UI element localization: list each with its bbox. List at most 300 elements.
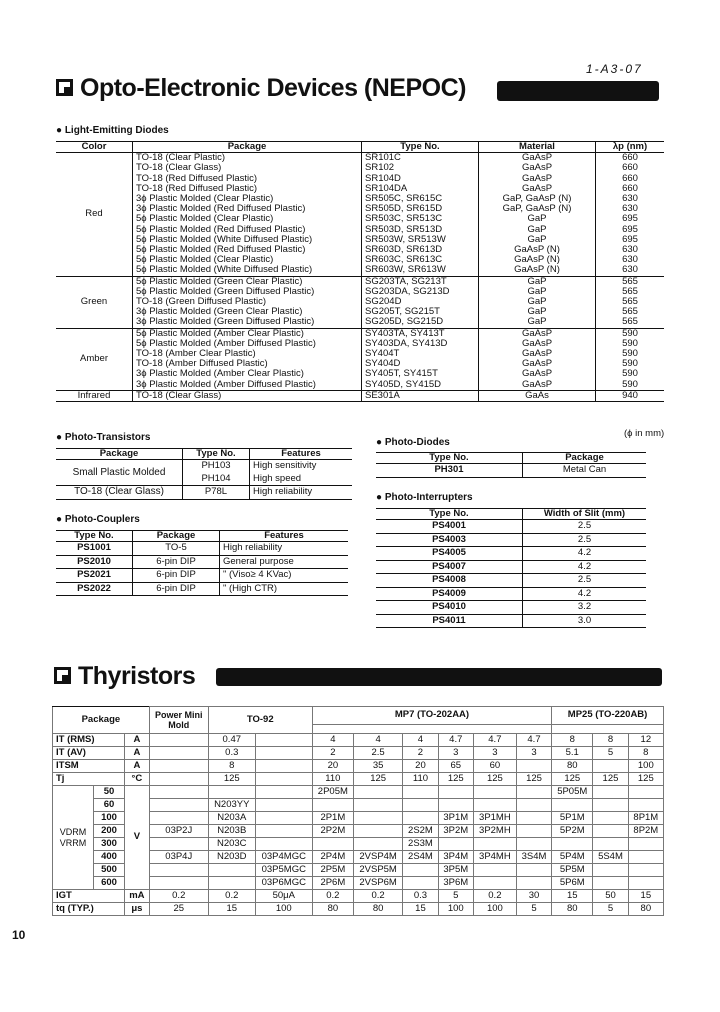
thy-cell [628,864,663,877]
pc-row [56,555,348,569]
pt-col-type: Type No. [183,449,250,460]
thy-cell [312,799,353,812]
thy-cell [149,864,208,877]
thy-cell: 8 [593,734,628,747]
pt-col-package: Package [56,449,183,460]
thy-cell: 3P1M [438,812,473,825]
led-package: TO-18 (Red Diffused Plastic) [133,174,362,184]
thy-param: IT (AV) [53,747,125,760]
pi-type: PS4001 [376,520,523,534]
thy-cell: 50μA [255,890,312,903]
pc-col-package: Package [133,531,220,542]
thy-unit: μs [125,903,150,916]
thy-cell: 125 [516,773,551,786]
photocoupler-table [56,530,348,596]
thy-cell: 125 [353,773,402,786]
thy-unit: A [125,760,150,773]
thyristor-table [52,706,664,916]
led-type: SR603D, SR613D [362,245,479,255]
thy-cell: 110 [403,773,438,786]
thy-cell [255,799,312,812]
pi-row [376,587,646,601]
thy-cell [255,773,312,786]
thy-cell [438,838,473,851]
thy-cell: 5.1 [552,747,593,760]
thy-cell: 4.7 [473,734,516,747]
phototransistor-table [56,448,352,500]
thy-cell: N203A [208,812,255,825]
thy-cell: 2P4M [312,851,353,864]
thy-cell [353,799,402,812]
thy-cell [255,812,312,825]
thy-cell: 2 [403,747,438,760]
thy-cell [593,799,628,812]
led-type: SE301A [362,390,479,401]
led-material: GaAs [479,390,596,401]
thy-cell [593,877,628,890]
thy-cell [149,773,208,786]
thy-cell: 8P2M [628,825,663,838]
pc-type: PS1001 [56,542,133,556]
led-wavelength: 660 [596,153,665,164]
thy-cell: 0.47 [208,734,255,747]
pc-features: " (Viso≥ 4 KVac) [220,569,349,583]
pi-row [376,574,646,588]
led-type: SR603W, SR613W [362,265,479,276]
pi-width: 3.2 [523,601,647,615]
vdrm-label: VDRM [59,826,87,837]
thy-cell [516,877,551,890]
thy-cell: 100 [255,903,312,916]
led-package: 5ϕ Plastic Molded (Red Diffused Plastic) [133,245,362,255]
thy-cell: 03P5MGC [255,864,312,877]
led-package: TO-18 (Green Diffused Plastic) [133,297,362,307]
led-table [56,141,664,402]
thy-cell: 2P05M [312,786,353,799]
led-wavelength: 565 [596,276,665,287]
led-material: GaP [479,214,596,224]
thy-cell [628,799,663,812]
thy-cell: 125 [208,773,255,786]
thyristors-title: Thyristors [78,662,196,690]
thy-cell: 60 [473,760,516,773]
pi-width: 4.2 [523,587,647,601]
thy-cell: 100 [438,903,473,916]
led-label: ● Light-Emitting Diodes [56,125,169,136]
phototransistor-label: ● Photo-Transistors [56,432,151,443]
thy-cell [255,747,312,760]
led-package: TO-18 (Amber Diffused Plastic) [133,359,362,369]
led-wavelength: 590 [596,380,665,391]
thy-cell: 5P2M [552,825,593,838]
col-material: Material [479,142,596,153]
pi-width: 2.5 [523,574,647,588]
thy-cell: 4 [353,734,402,747]
thy-cell: 125 [473,773,516,786]
pi-type: PS4009 [376,587,523,601]
thy-cell [593,812,628,825]
led-type: SR503C, SR513C [362,214,479,224]
led-wavelength: 630 [596,245,665,255]
pc-col-features: Features [220,531,349,542]
led-package: 3ϕ Plastic Molded (Green Diffused Plastic) [133,317,362,328]
pi-type: PS4011 [376,614,523,628]
thy-voltage: 200 [94,825,125,838]
pi-width: 2.5 [523,520,647,534]
led-type: SR104DA [362,184,479,194]
led-material: GaAsP (N) [479,265,596,276]
pi-row [376,614,646,628]
thy-cell: 2P5M [312,864,353,877]
photodiode-table [376,452,646,478]
thy-cell: 3P2MH [473,825,516,838]
led-material: GaP [479,317,596,328]
led-row [56,317,664,328]
thy-param: Tj [53,773,125,786]
thy-cell [149,838,208,851]
led-material: GaAsP (N) [479,255,596,265]
thy-cell: 5 [438,890,473,903]
thy-cell: 2VSP6M [353,877,402,890]
led-package: TO-18 (Amber Clear Plastic) [133,349,362,359]
thy-cell: 0.3 [208,747,255,760]
led-wavelength: 590 [596,349,665,359]
thy-cell: 2VSP5M [353,864,402,877]
led-material: GaAsP (N) [479,245,596,255]
thy-cell: 4.7 [438,734,473,747]
thy-cell: N203C [208,838,255,851]
led-package: TO-18 (Clear Glass) [133,163,362,173]
thy-cell: 5 [516,903,551,916]
thy-cell: 110 [312,773,353,786]
led-color: Infrared [56,390,133,401]
led-type: SY404T [362,349,479,359]
thy-unit: °C [125,773,150,786]
thy-cell: 15 [552,890,593,903]
pc-row [56,569,348,583]
thy-cell: 30 [516,890,551,903]
pt-col-features: Features [250,449,353,460]
led-material: GaP [479,235,596,245]
thy-voltage: 50 [94,786,125,799]
photointerrupter-table [376,508,646,628]
thy-unit: V [125,786,150,890]
thy-cell [438,799,473,812]
thy-cell: N203D [208,851,255,864]
thy-cell [403,864,438,877]
pi-width: 2.5 [523,533,647,547]
led-type: SG205T, SG215T [362,307,479,317]
thy-cell: 25 [149,903,208,916]
photointerrupter-label: ● Photo-Interrupters [376,492,473,503]
thy-cell: 2.5 [353,747,402,760]
led-package: 3ϕ Plastic Molded (Amber Diffused Plastic) [133,380,362,391]
unit-note: (ϕ in mm) [624,428,665,439]
thy-cell [208,864,255,877]
led-wavelength: 630 [596,255,665,265]
pt-type: P78L [183,486,250,500]
led-wavelength: 660 [596,163,665,173]
pt-type: PH104 [183,473,250,486]
thy-cell [149,812,208,825]
led-material: GaAsP [479,163,596,173]
thy-cell: 5 [593,747,628,760]
thy-cell: 125 [593,773,628,786]
thy-cell [593,786,628,799]
led-package: 5ϕ Plastic Molded (Clear Plastic) [133,255,362,265]
thy-cell [149,760,208,773]
led-material: GaP [479,276,596,287]
led-material: GaAsP [479,359,596,369]
led-wavelength: 940 [596,390,665,401]
thy-cell [473,786,516,799]
thy-cell: 100 [628,760,663,773]
pt-feature: High reliability [250,486,353,500]
pt-feature: High speed [250,473,353,486]
thy-cell: 8 [208,760,255,773]
pi-type: PS4007 [376,560,523,574]
led-package: 5ϕ Plastic Molded (Red Diffused Plastic) [133,225,362,235]
led-material: GaAsP [479,349,596,359]
led-material: GaAsP [479,328,596,339]
pc-type: PS2021 [56,569,133,583]
led-material: GaP [479,287,596,297]
thy-cell: 0.2 [149,890,208,903]
thy-cell: 5P05M [552,786,593,799]
thy-cell [255,825,312,838]
pi-row [376,601,646,615]
thy-cell [149,747,208,760]
pi-type: PS4003 [376,533,523,547]
pd-type: PH301 [376,464,523,478]
pt-package-2: TO-18 (Clear Glass) [56,486,183,500]
led-row [56,380,664,391]
led-type: SR102 [362,163,479,173]
thy-cell [208,786,255,799]
thy-cell [552,799,593,812]
thy-cell [353,812,402,825]
thy-param: IGT [53,890,125,903]
section-square-icon [56,79,73,96]
thy-cell: 03P4J [149,851,208,864]
thy-cell [473,838,516,851]
pd-package: Metal Can [523,464,647,478]
thy-cell [208,877,255,890]
pi-width: 3.0 [523,614,647,628]
pi-width: 4.2 [523,560,647,574]
led-material: GaAsP [479,174,596,184]
led-material: GaAsP [479,184,596,194]
thy-cell: 0.2 [208,890,255,903]
col-type: Type No. [362,142,479,153]
thy-cell [516,864,551,877]
thy-cell: 0.2 [312,890,353,903]
header-mark: 1-A3-07 [586,62,643,76]
thy-col-pmm: Power Mini Mold [149,707,208,734]
pc-features: " (High CTR) [220,582,349,596]
thy-cell: 3P1MH [473,812,516,825]
thy-cell [628,786,663,799]
led-type: SY403DA, SY413D [362,339,479,349]
thy-param: tq (TYP.) [53,903,125,916]
thy-cell: 125 [628,773,663,786]
thy-cell: 3P6M [438,877,473,890]
pc-type: PS2010 [56,555,133,569]
thy-cell: 2P1M [312,812,353,825]
thy-cell [353,825,402,838]
pi-row [376,533,646,547]
thy-cell: 15 [208,903,255,916]
thy-cell: 2VSP4M [353,851,402,864]
thy-cell [255,786,312,799]
led-package: 5ϕ Plastic Molded (Clear Plastic) [133,214,362,224]
thy-row [53,747,664,760]
led-type: SG203DA, SG213D [362,287,479,297]
led-wavelength: 590 [596,369,665,379]
thy-cell: 3 [438,747,473,760]
thy-cell: 3P4MH [473,851,516,864]
pi-width: 4.2 [523,547,647,561]
thy-unit: mA [125,890,150,903]
thy-cell: 80 [552,760,593,773]
thy-cell: 03P2J [149,825,208,838]
led-package: 3ϕ Plastic Molded (Green Clear Plastic) [133,307,362,317]
led-wavelength: 695 [596,225,665,235]
led-type: SR505C, SR615C [362,194,479,204]
thy-cell [403,799,438,812]
led-color: Green [56,276,133,328]
thy-cell: 65 [438,760,473,773]
pc-col-type: Type No. [56,531,133,542]
led-material: GaAsP [479,380,596,391]
led-wavelength: 695 [596,214,665,224]
thy-voltage: 300 [94,838,125,851]
thy-cell: 8 [628,747,663,760]
pd-col-type: Type No. [376,453,523,464]
thy-cell: 5S4M [593,851,628,864]
thy-voltage: 500 [94,864,125,877]
thy-cell: 125 [438,773,473,786]
thy-cell [516,838,551,851]
col-wavelength: λp (nm) [596,142,665,153]
thy-cell [593,760,628,773]
pi-type: PS4005 [376,547,523,561]
led-wavelength: 630 [596,204,665,214]
led-type: SY404D [362,359,479,369]
photocoupler-label: ● Photo-Couplers [56,514,140,525]
thy-cell: 0.3 [403,890,438,903]
thy-cell: 2P6M [312,877,353,890]
thy-row [53,734,664,747]
thy-row [53,786,664,799]
led-material: GaP [479,297,596,307]
led-wavelength: 590 [596,339,665,349]
led-row [56,265,664,276]
led-type: SG205D, SG215D [362,317,479,328]
thy-cell: 2P2M [312,825,353,838]
thy-cell: 80 [628,903,663,916]
thy-cell [516,812,551,825]
thy-cell: 3P4M [438,851,473,864]
led-material: GaAsP [479,339,596,349]
thy-cell [516,760,551,773]
thy-cell: 100 [473,903,516,916]
led-row [56,390,664,401]
thy-cell: 50 [593,890,628,903]
thy-cell: 80 [312,903,353,916]
thy-cell: 8P1M [628,812,663,825]
pi-col-width: Width of Slit (mm) [523,509,647,520]
thy-voltage: 600 [94,877,125,890]
vrrm-label: VRRM [59,837,87,848]
thy-cell [593,864,628,877]
led-package: 5ϕ Plastic Molded (Amber Diffused Plastic) [133,339,362,349]
led-type: SR101C [362,153,479,164]
thy-voltage: 60 [94,799,125,812]
led-type: SG203TA, SG213T [362,276,479,287]
thy-col-package: Package [53,707,150,734]
thy-cell: 12 [628,734,663,747]
led-type: SY403TA, SY413T [362,328,479,339]
thy-cell [438,786,473,799]
thy-cell [149,734,208,747]
thy-cell [403,812,438,825]
thy-col-mp25: MP25 (TO-220AB) [552,707,664,725]
thy-cell [552,838,593,851]
thy-cell [473,799,516,812]
thy-cell: 3P5M [438,864,473,877]
thy-cell: 35 [353,760,402,773]
pi-row [376,547,646,561]
thy-cell [255,760,312,773]
thy-row [53,773,664,786]
led-type: SR603C, SR613C [362,255,479,265]
led-wavelength: 590 [596,328,665,339]
title-smear [497,81,659,101]
thy-cell [628,851,663,864]
opto-title: Opto-Electronic Devices (NEPOC) [80,74,466,102]
led-wavelength: 695 [596,235,665,245]
led-wavelength: 590 [596,359,665,369]
led-package: 3ϕ Plastic Molded (Amber Clear Plastic) [133,369,362,379]
led-wavelength: 565 [596,317,665,328]
section-square-icon [54,667,71,684]
led-package: 5ϕ Plastic Molded (White Diffused Plastic) [133,265,362,276]
thy-vdrm-label [53,786,94,890]
led-type: SR503D, SR513D [362,225,479,235]
thy-cell [516,786,551,799]
thy-cell [255,734,312,747]
thy-cell [403,786,438,799]
thy-cell [255,838,312,851]
col-package: Package [133,142,362,153]
thy-cell: 8 [552,734,593,747]
thy-cell: 3 [516,747,551,760]
thy-cell [516,825,551,838]
thy-cell: 2S2M [403,825,438,838]
thy-cell [149,799,208,812]
led-package: 5ϕ Plastic Molded (Green Clear Plastic) [133,276,362,287]
thy-cell [473,877,516,890]
led-type: SY405D, SY415D [362,380,479,391]
pt-feature: High sensitivity [250,460,353,473]
led-package: TO-18 (Red Diffused Plastic) [133,184,362,194]
led-package: 5ϕ Plastic Molded (White Diffused Plastic) [133,235,362,245]
pi-col-type: Type No. [376,509,523,520]
led-package: TO-18 (Clear Plastic) [133,153,362,164]
led-material: GaP, GaAsP (N) [479,194,596,204]
col-color: Color [56,142,133,153]
